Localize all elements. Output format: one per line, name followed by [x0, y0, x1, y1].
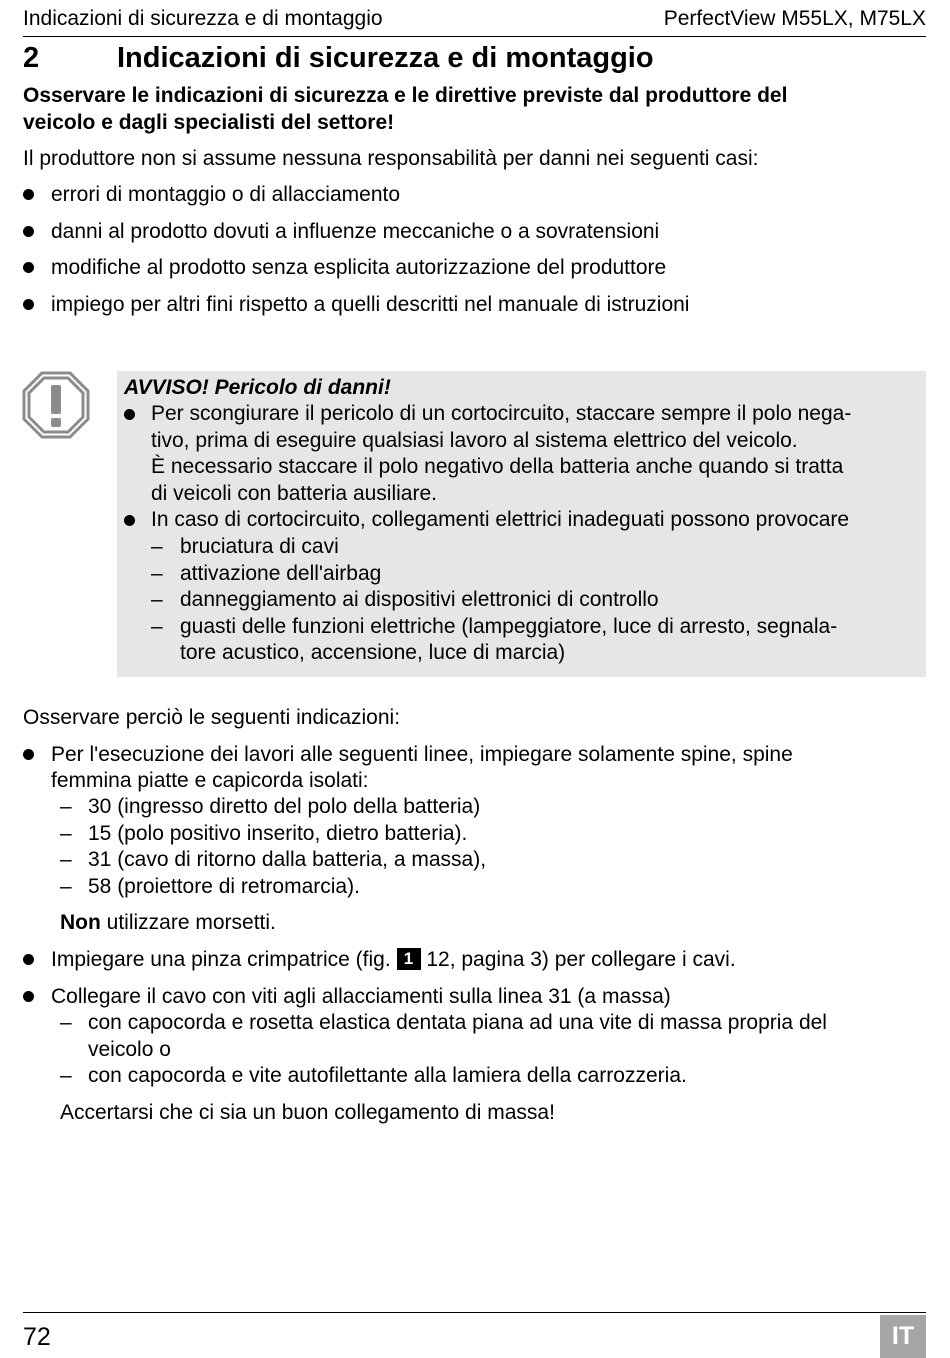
warning-text: È necessario staccare il polo negativo della batteria anche quando si tratta — [151, 455, 844, 478]
warning-subitem: danneggiamento ai dispositivi elettronici di controllo — [180, 588, 659, 611]
bullet-icon — [23, 954, 34, 965]
warning-subitem: tore acustico, accensione, luce di marcia) — [180, 641, 566, 664]
footer-divider — [23, 1312, 926, 1313]
dash-marker: – — [60, 848, 72, 871]
sub-list-item: 15 (polo positivo inserito, dietro batteria). — [88, 822, 468, 845]
list-item: Collegare il cavo con viti agli allacciamenti sulla linea 31 (a massa) — [51, 985, 671, 1008]
sub-list-item: 58 (proiettore di retromarcia). — [88, 875, 360, 898]
sub-list-item: 30 (ingresso diretto del polo della batteria) — [88, 795, 481, 818]
liability-text: Il produttore non si assume nessuna responsabilità per danni nei seguenti casi: — [23, 147, 759, 170]
note-emphasis: Non — [60, 911, 101, 934]
list-note: Accertarsi che ci sia un buon collegamento di massa! — [60, 1101, 555, 1124]
warning-subitem: guasti delle funzioni elettriche (lampeggiatore, luce di arresto, segnala- — [180, 615, 838, 638]
bullet-icon — [23, 991, 34, 1002]
bullet-icon — [23, 749, 34, 760]
dash-marker: – — [60, 795, 72, 818]
list-item: Impiegare una pinza crimpatrice (fig. 1 12, pagina 3) per collegare i cavi. — [51, 948, 736, 971]
page-number: 72 — [23, 1323, 51, 1351]
section-number: 2 — [23, 42, 40, 74]
list-item: Per l'esecuzione dei lavori alle seguenti linee, impiegare solamente spine, spine — [51, 743, 793, 766]
bullet-icon — [23, 262, 34, 273]
intro-warning-text — [23, 82, 903, 136]
warning-text: In caso di cortocircuito, collegamenti elettrici inadeguati possono provocare — [151, 508, 850, 531]
dash-marker: – — [151, 588, 163, 611]
warning-text: tivo, prima di eseguire qualsiasi lavoro al sistema elettrico del veicolo. — [151, 429, 798, 452]
list-item: femmina piatte e capicorda isolati: — [51, 769, 369, 792]
dash-marker: – — [151, 562, 163, 585]
sub-list-item: con capocorda e rosetta elastica dentata piana ad una vite di massa propria del — [88, 1011, 827, 1034]
intro-line: veicolo e dagli specialisti del settore! — [23, 111, 395, 134]
dash-marker: – — [60, 822, 72, 845]
instructions-intro: Osservare perciò le seguenti indicazioni: — [23, 706, 401, 729]
sub-list-item: 31 (cavo di ritorno dalla batteria, a massa), — [88, 848, 487, 871]
bullet-icon — [23, 299, 34, 310]
warning-subitem: attivazione dell'airbag — [180, 562, 382, 585]
dash-marker: – — [151, 615, 163, 638]
running-header-right: PerfectView M55LX, M75LX — [663, 7, 926, 30]
running-header-left: Indicazioni di sicurezza e di montaggio — [23, 7, 383, 30]
warning-box — [117, 371, 926, 677]
language-badge: IT — [880, 1315, 926, 1358]
warning-subitem: bruciatura di cavi — [180, 535, 339, 558]
bullet-icon — [23, 226, 34, 237]
exclamation-octagon-icon — [22, 371, 90, 439]
header-divider — [23, 36, 926, 37]
list-note: Non utilizzare morsetti. — [60, 911, 276, 934]
bullet-icon — [124, 515, 135, 526]
warning-title: AVVISO! Pericolo di danni! — [124, 376, 391, 399]
bullet-icon — [23, 189, 34, 200]
bullet-icon — [124, 409, 135, 420]
sub-list-item: con capocorda e vite autofilettante alla lamiera della carrozzeria. — [88, 1064, 687, 1087]
dash-marker: – — [60, 1011, 72, 1034]
dash-marker: – — [60, 1064, 72, 1087]
dash-marker: – — [151, 535, 163, 558]
intro-line: Osservare le indicazioni di sicurezza e le direttive previste dal produttore del — [23, 84, 788, 107]
warning-text: Per scongiurare il pericolo di un cortocircuito, staccare sempre il polo nega- — [151, 402, 852, 425]
section-title: Indicazioni di sicurezza e di montaggio — [117, 42, 654, 74]
warning-text: di veicoli con batteria ausiliare. — [151, 482, 437, 505]
dash-marker: – — [60, 875, 72, 898]
figure-number-badge: 1 — [397, 948, 421, 970]
sub-list-item: veicolo o — [88, 1038, 171, 1061]
